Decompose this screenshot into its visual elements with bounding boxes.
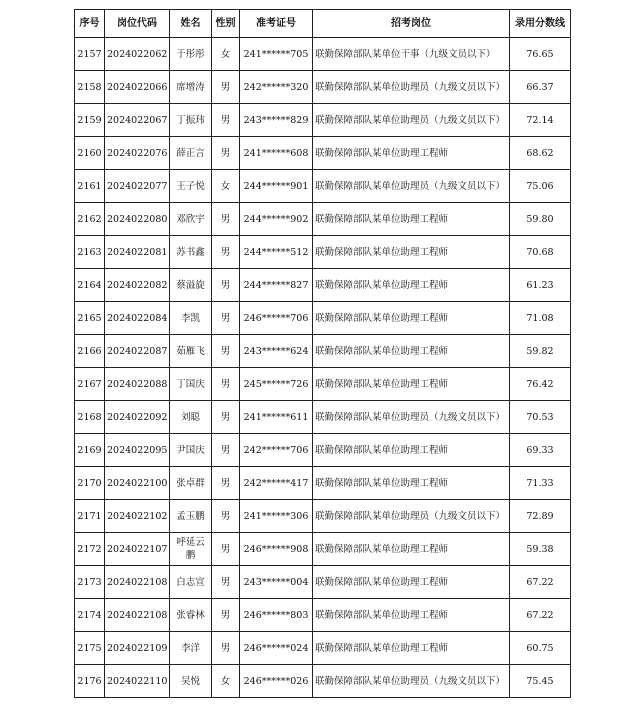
cell-gender: 男 <box>212 137 240 170</box>
cell-name: 吴悦 <box>170 665 212 698</box>
cell-gender: 男 <box>212 236 240 269</box>
cell-position: 联勤保障部队某单位助理员（九级文员以下） <box>313 71 510 104</box>
cell-post-code: 2024022108 <box>105 599 170 632</box>
table-row <box>75 302 571 335</box>
cell-post-code: 2024022109 <box>105 632 170 665</box>
cell-gender: 男 <box>212 500 240 533</box>
cell-name: 白志宣 <box>170 566 212 599</box>
cell-gender: 男 <box>212 269 240 302</box>
header-post-code: 岗位代码 <box>105 10 170 38</box>
cell-exam-id: 242******320 <box>240 71 313 104</box>
table-row <box>75 269 571 302</box>
cell-gender: 男 <box>212 335 240 368</box>
cell-name: 席增涛 <box>170 71 212 104</box>
table-row <box>75 533 571 566</box>
cell-position: 联勤保障部队某单位助理工程师 <box>313 302 510 335</box>
cell-post-code: 2024022110 <box>105 665 170 698</box>
cell-serial: 2171 <box>75 500 105 533</box>
cell-score: 67.22 <box>510 566 571 599</box>
cell-score: 72.14 <box>510 104 571 137</box>
cell-serial: 2164 <box>75 269 105 302</box>
table-row <box>75 236 571 269</box>
cell-post-code: 2024022081 <box>105 236 170 269</box>
cell-post-code: 2024022066 <box>105 71 170 104</box>
cell-name: 蔡溢旋 <box>170 269 212 302</box>
cell-serial: 2157 <box>75 38 105 71</box>
cell-exam-id: 241******611 <box>240 401 313 434</box>
cell-position: 联勤保障部队某单位助理员（九级文员以下） <box>313 500 510 533</box>
cell-serial: 2176 <box>75 665 105 698</box>
cell-score: 61.23 <box>510 269 571 302</box>
cell-exam-id: 246******803 <box>240 599 313 632</box>
cell-post-code: 2024022076 <box>105 137 170 170</box>
cell-score: 68.62 <box>510 137 571 170</box>
cell-exam-id: 244******901 <box>240 170 313 203</box>
cell-gender: 男 <box>212 302 240 335</box>
cell-name: 张睿林 <box>170 599 212 632</box>
table-row <box>75 203 571 236</box>
cell-name: 王子悦 <box>170 170 212 203</box>
table-row <box>75 104 571 137</box>
table-row <box>75 467 571 500</box>
cell-exam-id: 242******417 <box>240 467 313 500</box>
cell-exam-id: 246******024 <box>240 632 313 665</box>
header-position: 招考岗位 <box>313 10 510 38</box>
cell-name: 丁国庆 <box>170 368 212 401</box>
cell-score: 75.45 <box>510 665 571 698</box>
cell-exam-id: 241******608 <box>240 137 313 170</box>
cell-post-code: 2024022080 <box>105 203 170 236</box>
cell-name: 丁振玮 <box>170 104 212 137</box>
cell-position: 联勤保障部队某单位助理工程师 <box>313 533 510 566</box>
cell-name: 呼延云鹏 <box>170 533 212 566</box>
cell-gender: 女 <box>212 170 240 203</box>
cell-position: 联勤保障部队某单位干事（九级文员以下） <box>313 38 510 71</box>
cell-gender: 女 <box>212 38 240 71</box>
cell-position: 联勤保障部队某单位助理工程师 <box>313 434 510 467</box>
cell-position: 联勤保障部队某单位助理工程师 <box>313 566 510 599</box>
cell-name: 李凯 <box>170 302 212 335</box>
cell-score: 59.80 <box>510 203 571 236</box>
header-exam-id: 准考证号 <box>240 10 313 38</box>
cell-position: 联勤保障部队某单位助理工程师 <box>313 236 510 269</box>
cell-score: 76.42 <box>510 368 571 401</box>
cell-exam-id: 243******004 <box>240 566 313 599</box>
cell-gender: 男 <box>212 71 240 104</box>
cell-name: 刘聪 <box>170 401 212 434</box>
table-row <box>75 368 571 401</box>
cell-gender: 男 <box>212 368 240 401</box>
table-row <box>75 335 571 368</box>
table-row <box>75 566 571 599</box>
cell-name: 苏书鑫 <box>170 236 212 269</box>
cell-exam-id: 241******306 <box>240 500 313 533</box>
cell-position: 联勤保障部队某单位助理工程师 <box>313 599 510 632</box>
cell-serial: 2166 <box>75 335 105 368</box>
cell-score: 72.89 <box>510 500 571 533</box>
cell-serial: 2158 <box>75 71 105 104</box>
cell-position: 联勤保障部队某单位助理员（九级文员以下） <box>313 665 510 698</box>
cell-post-code: 2024022082 <box>105 269 170 302</box>
cell-exam-id: 243******829 <box>240 104 313 137</box>
cell-position: 联勤保障部队某单位助理工程师 <box>313 632 510 665</box>
header-name: 姓名 <box>170 10 212 38</box>
results-table <box>74 9 571 698</box>
cell-post-code: 2024022108 <box>105 566 170 599</box>
cell-name: 李洋 <box>170 632 212 665</box>
header-gender: 性别 <box>212 10 240 38</box>
table-row <box>75 38 571 71</box>
cell-gender: 男 <box>212 632 240 665</box>
table-row <box>75 632 571 665</box>
cell-gender: 男 <box>212 104 240 137</box>
cell-serial: 2161 <box>75 170 105 203</box>
cell-serial: 2172 <box>75 533 105 566</box>
cell-exam-id: 244******512 <box>240 236 313 269</box>
cell-post-code: 2024022084 <box>105 302 170 335</box>
cell-exam-id: 246******026 <box>240 665 313 698</box>
cell-gender: 男 <box>212 599 240 632</box>
cell-post-code: 2024022087 <box>105 335 170 368</box>
cell-score: 71.08 <box>510 302 571 335</box>
cell-serial: 2167 <box>75 368 105 401</box>
cell-serial: 2174 <box>75 599 105 632</box>
header-serial: 序号 <box>75 10 105 38</box>
cell-score: 70.68 <box>510 236 571 269</box>
cell-name: 孟玉鹏 <box>170 500 212 533</box>
cell-post-code: 2024022088 <box>105 368 170 401</box>
cell-position: 联勤保障部队某单位助理工程师 <box>313 269 510 302</box>
cell-post-code: 2024022107 <box>105 533 170 566</box>
cell-name: 茹雁飞 <box>170 335 212 368</box>
cell-post-code: 2024022092 <box>105 401 170 434</box>
cell-gender: 女 <box>212 665 240 698</box>
cell-serial: 2170 <box>75 467 105 500</box>
cell-gender: 男 <box>212 533 240 566</box>
cell-serial: 2169 <box>75 434 105 467</box>
cell-score: 69.33 <box>510 434 571 467</box>
cell-position: 联勤保障部队某单位助理工程师 <box>313 203 510 236</box>
cell-post-code: 2024022062 <box>105 38 170 71</box>
cell-post-code: 2024022095 <box>105 434 170 467</box>
cell-position: 联勤保障部队某单位助理工程师 <box>313 467 510 500</box>
cell-serial: 2165 <box>75 302 105 335</box>
cell-serial: 2162 <box>75 203 105 236</box>
cell-exam-id: 246******706 <box>240 302 313 335</box>
cell-score: 71.33 <box>510 467 571 500</box>
cell-exam-id: 246******908 <box>240 533 313 566</box>
cell-score: 60.75 <box>510 632 571 665</box>
cell-name: 薛正言 <box>170 137 212 170</box>
cell-exam-id: 241******705 <box>240 38 313 71</box>
cell-exam-id: 244******827 <box>240 269 313 302</box>
cell-serial: 2163 <box>75 236 105 269</box>
cell-score: 75.06 <box>510 170 571 203</box>
cell-score: 67.22 <box>510 599 571 632</box>
header-row <box>75 10 571 38</box>
cell-post-code: 2024022100 <box>105 467 170 500</box>
cell-exam-id: 244******902 <box>240 203 313 236</box>
cell-gender: 男 <box>212 203 240 236</box>
cell-serial: 2173 <box>75 566 105 599</box>
cell-exam-id: 243******624 <box>240 335 313 368</box>
cell-serial: 2175 <box>75 632 105 665</box>
cell-score: 76.65 <box>510 38 571 71</box>
cell-post-code: 2024022067 <box>105 104 170 137</box>
cell-name: 尹国庆 <box>170 434 212 467</box>
cell-position: 联勤保障部队某单位助理工程师 <box>313 368 510 401</box>
table-row <box>75 599 571 632</box>
table-row <box>75 170 571 203</box>
cell-gender: 男 <box>212 566 240 599</box>
cell-post-code: 2024022077 <box>105 170 170 203</box>
cell-score: 59.82 <box>510 335 571 368</box>
cell-name: 于彤彤 <box>170 38 212 71</box>
cell-position: 联勤保障部队某单位助理员（九级文员以下） <box>313 401 510 434</box>
table-row <box>75 500 571 533</box>
table-row <box>75 71 571 104</box>
cell-serial: 2160 <box>75 137 105 170</box>
table-row <box>75 665 571 698</box>
cell-score: 59.38 <box>510 533 571 566</box>
cell-name: 邓欣宇 <box>170 203 212 236</box>
cell-serial: 2168 <box>75 401 105 434</box>
table-row <box>75 434 571 467</box>
cell-position: 联勤保障部队某单位助理工程师 <box>313 335 510 368</box>
header-score: 录用分数线 <box>510 10 571 38</box>
cell-gender: 男 <box>212 467 240 500</box>
cell-name: 张卓群 <box>170 467 212 500</box>
cell-exam-id: 242******706 <box>240 434 313 467</box>
cell-position: 联勤保障部队某单位助理工程师 <box>313 137 510 170</box>
table-row <box>75 401 571 434</box>
cell-gender: 男 <box>212 434 240 467</box>
cell-score: 70.53 <box>510 401 571 434</box>
cell-gender: 男 <box>212 401 240 434</box>
table-row <box>75 137 571 170</box>
cell-position: 联勤保障部队某单位助理员（九级文员以下） <box>313 170 510 203</box>
table-body <box>75 38 571 698</box>
cell-score: 66.37 <box>510 71 571 104</box>
cell-post-code: 2024022102 <box>105 500 170 533</box>
cell-position: 联勤保障部队某单位助理员（九级文员以下） <box>313 104 510 137</box>
cell-exam-id: 245******726 <box>240 368 313 401</box>
cell-serial: 2159 <box>75 104 105 137</box>
